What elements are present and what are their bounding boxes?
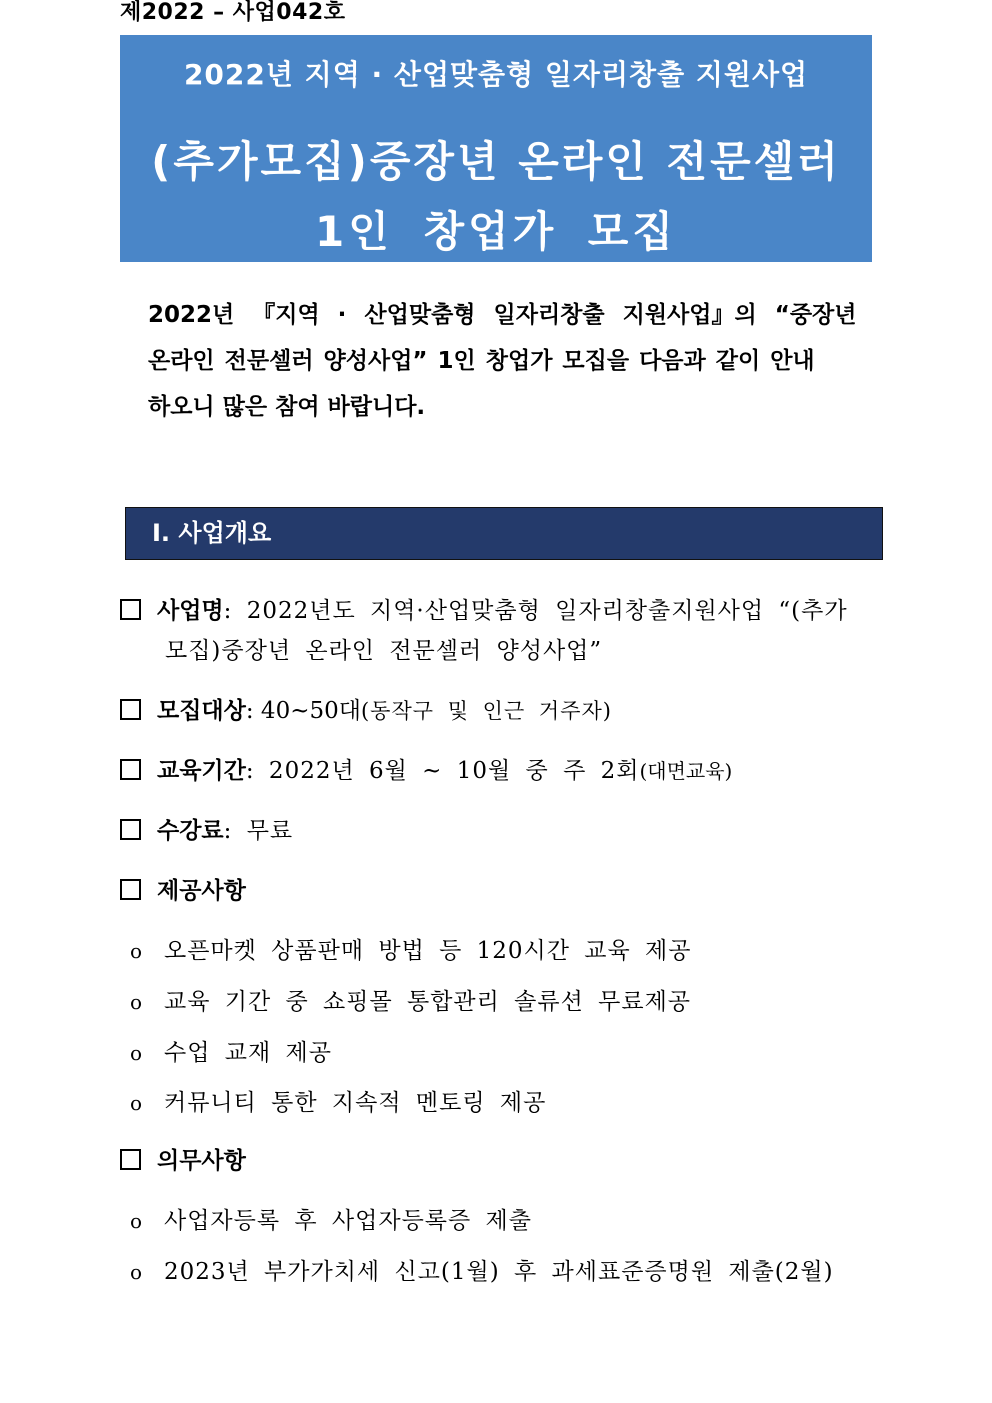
item-note: (대면교육) <box>639 759 733 783</box>
item-label: 모집대상 <box>157 697 246 724</box>
bullet-icon: o <box>130 939 144 963</box>
list-item: o 수업 교재 제공 <box>130 1040 332 1066</box>
list-item: o 오픈마켓 상품판매 방법 등 120시간 교육 제공 <box>130 938 692 964</box>
title-banner <box>120 35 872 262</box>
item-note: (동작구 및 인근 거주자) <box>360 699 612 723</box>
item-value: : 2022년 6월 ~ 10월 중 주 2회 <box>245 758 640 784</box>
intro-line-3: 하오니 많은 참여 바랍니다. <box>148 394 426 420</box>
list-item: o 2023년 부가가치세 신고(1월) 후 과세표준증명원 제출(2월) <box>130 1259 834 1285</box>
item-label: 사업명 <box>157 597 224 624</box>
checkbox-icon <box>120 1149 141 1170</box>
list-item: o 교육 기간 중 쇼핑몰 통합관리 솔류션 무료제공 <box>130 989 692 1015</box>
section-header-overview: Ⅰ. 사업개요 <box>125 507 883 560</box>
list-item: o 커뮤니티 통한 지속적 멘토링 제공 <box>130 1090 547 1116</box>
item-target <box>120 692 612 725</box>
bullet-icon: o <box>130 990 144 1014</box>
item-business-name <box>120 592 848 625</box>
item-label: 교육기간 <box>157 757 246 784</box>
checkbox-icon <box>120 599 141 620</box>
checkbox-icon <box>120 879 141 900</box>
checkbox-icon <box>120 699 141 720</box>
item-label: 수강료 <box>157 817 224 844</box>
item-value: : 40~50대 <box>245 698 361 724</box>
bullet-icon: o <box>130 1209 144 1233</box>
title-line-3: 1인 창업가 모집 <box>315 207 677 256</box>
bullet-icon: o <box>130 1091 144 1115</box>
intro-line-2: 온라인 전문셀러 양성사업” 1인 창업가 모집을 다음과 같이 안내 <box>148 348 815 374</box>
checkbox-icon <box>120 759 141 780</box>
intro-paragraph <box>148 292 866 430</box>
intro-line-1: 2022년 『지역 · 산업맞춤형 일자리창출 지원사업』의 “중장년 <box>148 302 857 328</box>
document-number: 제2022 – 사업042호 <box>120 0 346 25</box>
item-value: : 무료 <box>223 818 294 844</box>
item-provided <box>120 872 246 905</box>
checkbox-icon <box>120 819 141 840</box>
item-obligations <box>120 1142 246 1175</box>
item-label: 제공사항 <box>157 877 246 904</box>
item-label: 의무사항 <box>157 1147 246 1174</box>
title-line-2: (추가모집)중장년 온라인 전문셀러 <box>151 137 841 186</box>
title-line-1: 2022년 지역 · 산업맞춤형 일자리창출 지원사업 <box>183 58 809 91</box>
item-business-name-continued: 모집)중장년 온라인 전문셀러 양성사업” <box>165 638 603 664</box>
item-value: : 2022년도 지역·산업맞춤형 일자리창출지원사업 “(추가 <box>223 598 848 624</box>
bullet-icon: o <box>130 1041 144 1065</box>
list-item: o 사업자등록 후 사업자등록증 제출 <box>130 1208 532 1234</box>
item-fee <box>120 812 293 845</box>
item-period <box>120 752 732 785</box>
bullet-icon: o <box>130 1260 144 1284</box>
